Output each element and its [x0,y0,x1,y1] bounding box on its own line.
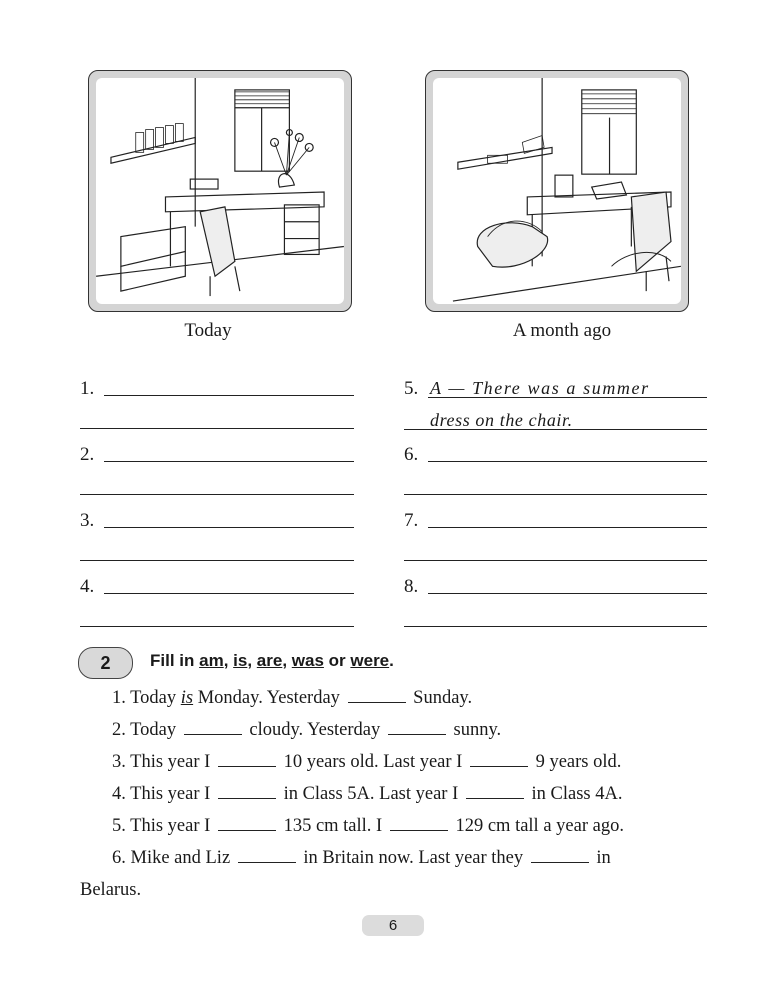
blank-field[interactable] [388,733,446,735]
sentence-text: 135 cm tall. I [283,816,383,836]
sentence-text: cloudy. Yesterday [249,720,381,740]
sentence-3 [112,752,742,773]
room-today-illustration [96,78,344,304]
blank-field[interactable] [218,829,276,831]
sentence-1 [112,688,742,709]
page-number: 6 [362,915,424,936]
item-number: 3. [80,510,95,531]
sentence-2 [112,720,742,741]
blank-field[interactable] [348,701,406,703]
item-number: 4. [80,576,95,597]
sentence-text: 6. Mike and Liz [112,848,231,868]
sentence-text: 4. This year I [112,784,211,804]
blank-field[interactable] [470,765,528,767]
caption-month-ago: A month ago [512,320,612,341]
answer-line [428,397,707,398]
answer-line[interactable] [104,593,354,594]
item-number: 2. [80,444,95,465]
answer-line[interactable] [428,593,707,594]
instruction-or: or [328,651,346,670]
option-were: were [350,651,390,670]
room-month-ago-illustration [433,78,681,304]
instruction-period: . [389,651,394,670]
answer-line[interactable] [104,395,354,396]
sentence-text: 3. This year I [112,752,211,772]
sentence-text: in Class 4A. [531,784,623,804]
sentence-text: in Class 5A. Last year I [283,784,459,804]
answer-line [404,429,707,430]
answer-line[interactable] [80,428,354,429]
answer-line[interactable] [104,527,354,528]
blank-field[interactable] [466,797,524,799]
answer-line[interactable] [80,626,354,627]
option-was: was [291,651,324,670]
answer-line[interactable] [404,494,707,495]
sentence-text: 2. Today [112,720,177,740]
sentence-text: Sunday. [413,688,473,708]
blank-field[interactable] [184,733,242,735]
option-are: are [256,651,283,670]
sentence-text: 5. This year I [112,816,211,836]
sentence-4 [112,784,742,805]
sentence-text: 10 years old. Last year I [283,752,463,772]
sentence-6 [112,848,742,869]
instruction-text: Fill in [150,651,195,670]
option-am: am [199,651,224,670]
item-number: 8. [404,576,419,597]
option-is: is [233,651,248,670]
answer-line[interactable] [404,626,707,627]
item-number: 5. [404,378,419,399]
item-number: 6. [404,444,419,465]
blank-field[interactable] [218,765,276,767]
sentence-text: in Britain now. Last year they [303,848,524,868]
blank-field[interactable] [218,797,276,799]
sentence-text: 9 years old. [535,752,622,772]
blank-field[interactable] [390,829,448,831]
item-number: 1. [80,378,95,399]
exercise-instruction: Fill in am, is, are, was or were. [150,651,394,670]
blank-field[interactable] [531,861,589,863]
sentence-text: sunny. [453,720,502,740]
sentence-text: 1. Today [112,688,177,708]
example-answer-line2: dress on the chair. [430,410,573,430]
sentence-text: Belarus. [80,880,142,900]
picture-today [88,70,352,312]
sentence-text: 129 cm tall a year ago. [455,816,624,836]
sentence-text: in [596,848,611,868]
example-answer-line1: A — There was a summer [430,378,650,398]
picture-month-ago [425,70,689,312]
sentence-5 [112,816,742,837]
sentence-text: Monday. Yesterday [197,688,340,708]
exercise-number-badge: 2 [78,647,133,679]
answer-line[interactable] [428,527,707,528]
blank-field[interactable] [238,861,296,863]
answer-line[interactable] [80,560,354,561]
answer-line[interactable] [104,461,354,462]
answer-line[interactable] [428,461,707,462]
filled-answer: is [180,688,194,708]
sentence-6-continuation [80,880,710,901]
caption-today: Today [184,320,232,341]
item-number: 7. [404,510,419,531]
answer-line[interactable] [80,494,354,495]
answer-line[interactable] [404,560,707,561]
